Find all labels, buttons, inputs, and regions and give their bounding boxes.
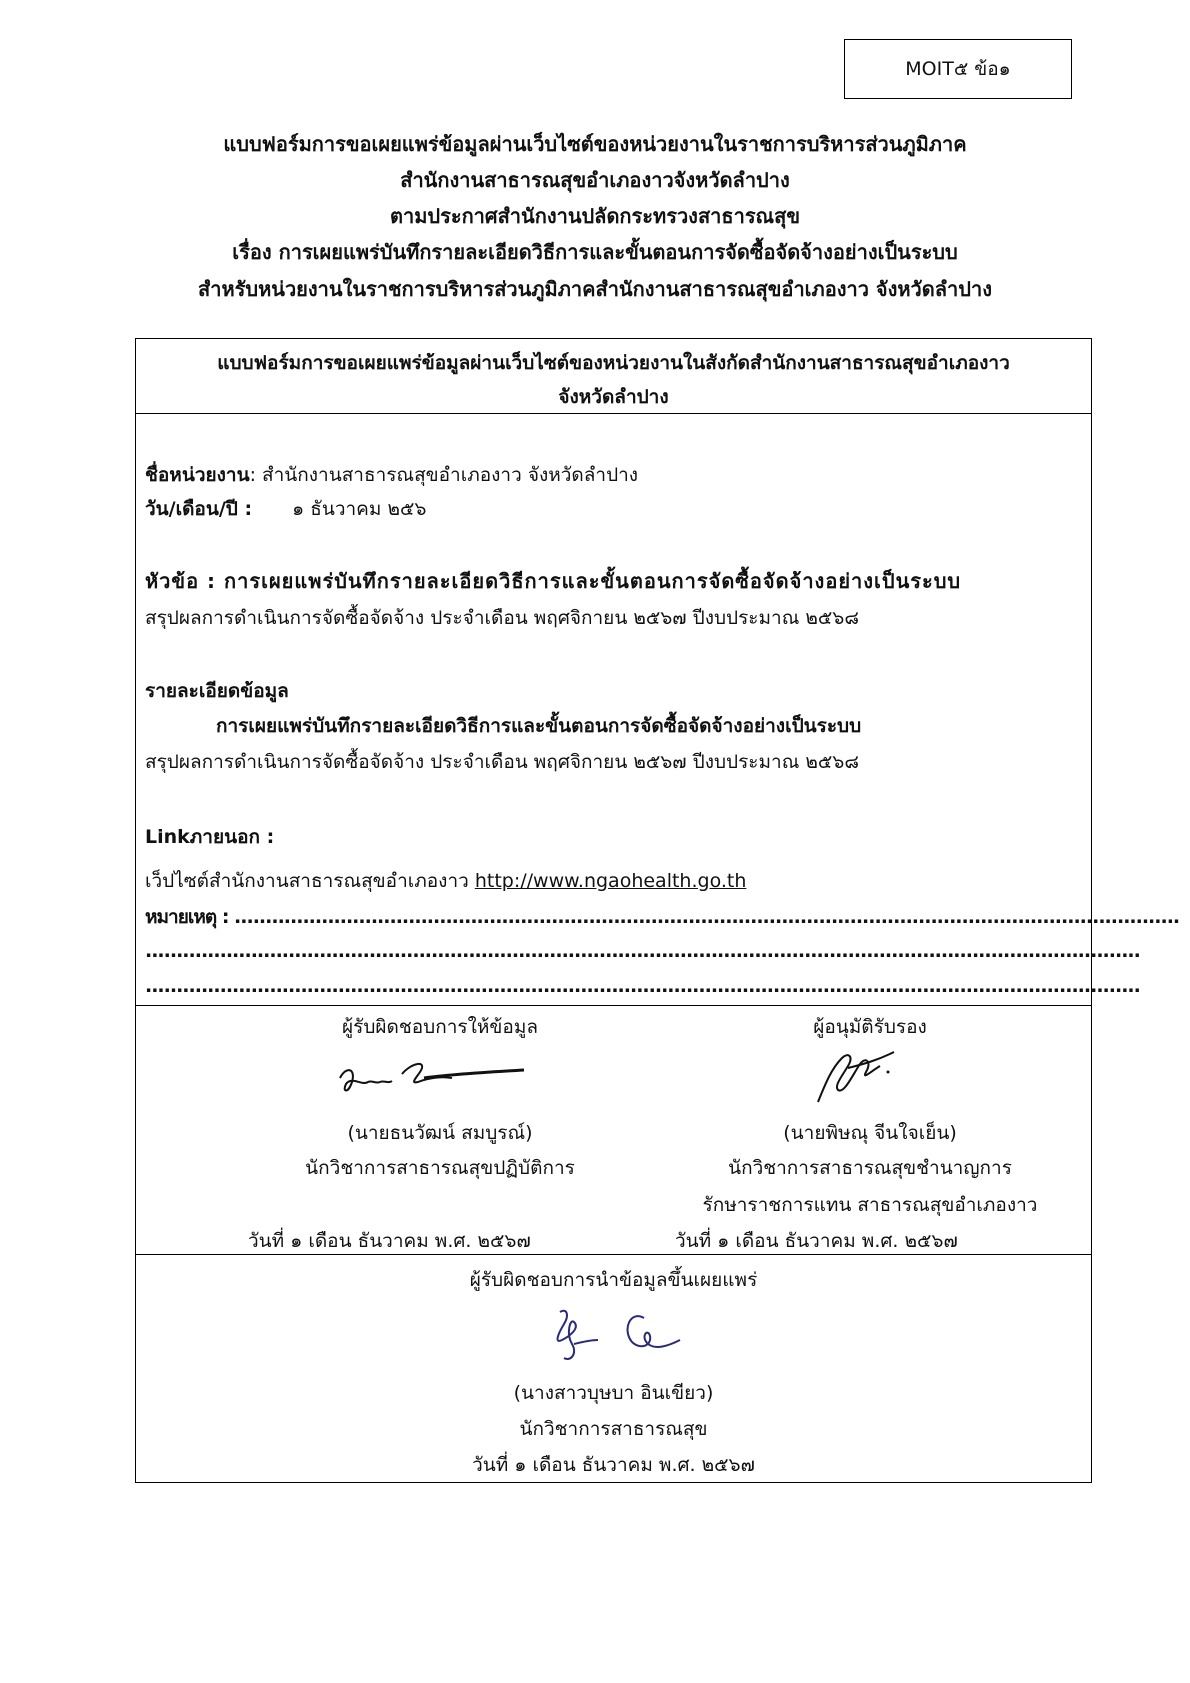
signer-left-date: วันที่ ๑ เดือน ธันวาคม พ.ศ. ๒๕๖๗ xyxy=(248,1230,531,1252)
date-row xyxy=(145,494,426,524)
details-line-1: การเผยแพร่บันทึกรายละเอียดวิธีการและขั้นตอนการจัดซื้อจัดจ้างอย่างเป็นระบบ xyxy=(216,715,862,737)
form-code: MOIT๕ ข้อ๑ xyxy=(905,58,1011,80)
signer-left-role: ผู้รับผิดชอบการให้ข้อมูล xyxy=(342,1016,538,1038)
date-label: วัน/เดือน/ปี : xyxy=(145,498,253,520)
signer-bottom-role: ผู้รับผิดชอบการนำข้อมูลขึ้นเผยแพร่ xyxy=(469,1269,758,1291)
remark-dots-3: ................................................................................................................................................................ xyxy=(145,975,1140,997)
external-link-label: Linkภายนอก : xyxy=(145,826,275,848)
header-line-2: สำนักงานสาธารณสุขอำเภองาวจังหวัดลำปาง xyxy=(400,168,790,192)
signer-right-name: (นายพิษณุ จีนใจเย็น) xyxy=(783,1122,957,1144)
signature-bottom xyxy=(540,1300,700,1370)
box-title-line-1: แบบฟอร์มการขอเผยแพร่ข้อมูลผ่านเว็บไซต์ของหน่วยงานในสังกัดสำนักงานสาธารณสุขอำเภองาว xyxy=(217,352,1010,374)
unit-sep: : xyxy=(249,464,256,486)
remark-label: หมายเหตุ : xyxy=(145,906,235,928)
details-line-2: สรุปผลการดำเนินการจัดซื้อจัดจ้าง ประจำเดือน พฤศจิกายน ๒๕๖๗ ปีงบประมาณ ๒๕๖๘ xyxy=(145,751,859,773)
signer-left-position: นักวิชาการสาธารณสุขปฏิบัติการ xyxy=(305,1157,575,1179)
unit-row xyxy=(145,460,638,490)
remark-row xyxy=(145,902,1180,932)
signer-left-name: (นายธนวัฒน์ สมบูรณ์) xyxy=(347,1122,533,1144)
signer-right-position: นักวิชาการสาธารณสุขชำนาญการ xyxy=(728,1157,1012,1179)
signature-divider xyxy=(135,1005,1092,1006)
date-value: ๑ ธันวาคม ๒๕๖ xyxy=(292,498,427,520)
external-link-url[interactable]: http://www.ngaohealth.go.th xyxy=(474,870,747,892)
signer-bottom-name: (นางสาวบุษบา อินเขียว) xyxy=(513,1382,714,1404)
details-label: รายละเอียดข้อมูล xyxy=(145,680,289,702)
signature-right xyxy=(808,1042,908,1112)
unit-label: ชื่อหน่วยงาน xyxy=(145,464,250,486)
header-line-5: สำหรับหน่วยงานในราชการบริหารส่วนภูมิภาคสำนักงานสาธารณสุขอำเภองาว จังหวัดลำปาง xyxy=(198,277,992,301)
topic-label: หัวข้อ : การเผยแพร่บันทึกรายละเอียดวิธีการและขั้นตอนการจัดซื้อจัดจ้างอย่างเป็นระบบ xyxy=(145,569,962,593)
signer-bottom-position: นักวิชาการสาธารณสุข xyxy=(519,1418,708,1440)
topic-line-2: สรุปผลการดำเนินการจัดซื้อจัดจ้าง ประจำเดือน พฤศจิกายน ๒๕๖๗ ปีงบประมาณ ๒๕๖๘ xyxy=(145,607,859,629)
header-line-1: แบบฟอร์มการขอเผยแพร่ข้อมูลผ่านเว็บไซต์ของหน่วยงานในราชการบริหารส่วนภูมิภาค xyxy=(223,132,967,156)
signer-bottom-date: วันที่ ๑ เดือน ธันวาคม พ.ศ. ๒๕๖๗ xyxy=(472,1454,755,1476)
signer-right-acting: รักษาราชการแทน สาธารณสุขอำเภองาว xyxy=(702,1194,1038,1216)
external-link-row xyxy=(145,866,746,896)
header-line-3: ตามประกาศสำนักงานปลัดกระทรวงสาธารณสุข xyxy=(389,204,800,228)
header-line-4: เรื่อง การเผยแพร่บันทึกรายละเอียดวิธีการและขั้นตอนการจัดซื้อจัดจ้างอย่างเป็นระบบ xyxy=(232,240,958,264)
unit-value: สำนักงานสาธารณสุขอำเภองาว จังหวัดลำปาง xyxy=(255,464,639,486)
external-link-text: เว็ปไซต์สำนักงานสาธารณสุขอำเภองาว xyxy=(145,870,475,892)
remark-dots-2: ................................................................................................................................................................ xyxy=(145,940,1140,962)
remark-dots-1: ........................................................................................................................................................ xyxy=(234,906,1180,928)
form-code-box xyxy=(844,39,1072,99)
signature-left xyxy=(332,1048,532,1106)
box-title-line-2: จังหวัดลำปาง xyxy=(558,386,669,408)
title-divider xyxy=(135,413,1092,414)
signer-right-role: ผู้อนุมัติรับรอง xyxy=(813,1016,927,1038)
signer-right-date: วันที่ ๑ เดือน ธันวาคม พ.ศ. ๒๕๖๗ xyxy=(675,1230,958,1252)
